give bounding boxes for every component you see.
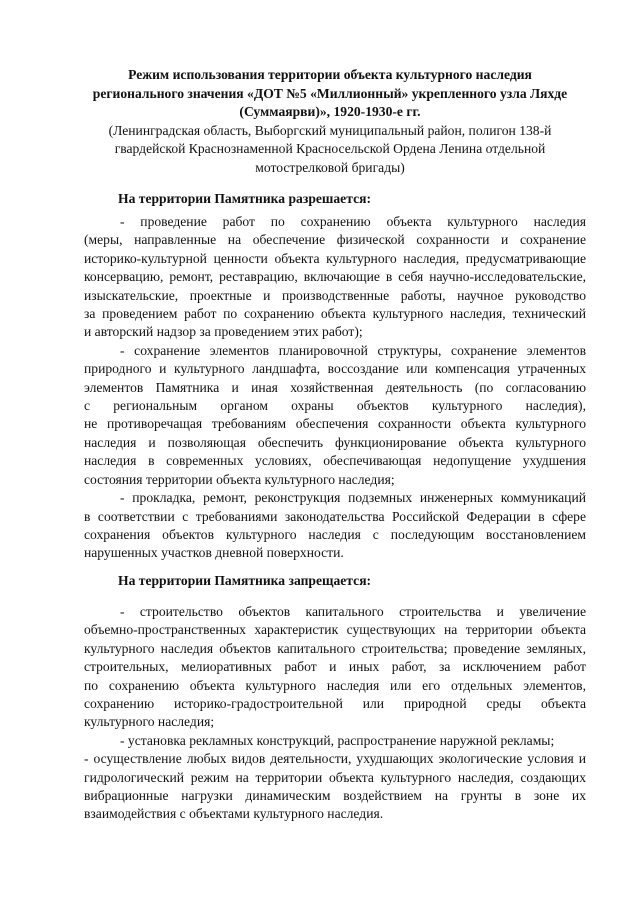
text-line: - осуществление любых видов деятельности, ухудшающих экологические условия и [84,751,586,767]
title-line: Режим использования территории объекта культурного наследия [128,67,532,82]
text-line: культурного наследия; [84,714,215,730]
text-line: и авторский надзор за проведением этих работ); [84,324,363,340]
text-line: строительных, мелиоративных работ и иных работ, за исключением работ [84,659,586,675]
text-line: состояния территории объекта культурного наследия; [84,471,395,487]
text-line: - проведение работ по сохранению объекта культурного наследия [120,214,586,229]
location-line: (Ленинградская область, Выборгский муниципальный район, полигон 138-й [108,122,552,138]
text-line: за проведением работ по сохранению объекта культурного наследия, технический [84,306,586,322]
text-line: - установка рекламных конструкций, распространение наружной рекламы; [120,732,555,748]
title-line: регионального значения «ДОТ №5 «Миллионный» укрепленного узла Ляхде [92,85,568,101]
text-line: не противоречащая требованиям обеспечения сохранности объекта культурного [84,416,586,432]
location-line: мотострелковой бригады) [255,159,405,175]
text-line: взаимодействия с объектами культурного наследия. [84,806,384,822]
location-line: гвардейской Краснознаменной Красносельской Ордена Ленина отдельной [114,141,546,156]
text-line: по сохранению объекта культурного наследия или его отдельных элементов, [84,677,586,693]
text-line: историко-культурной ценности объекта культурного наследия, предусматривающие [84,250,586,266]
text-line: элементов Памятника и иная хозяйственная деятельность (по согласованию [84,379,586,395]
text-line: вибрационные нагрузки динамическим воздействием на грунты в зоне их [84,788,586,804]
text-line: - прокладка, ремонт, реконструкция подземных инженерных коммуникаций [120,490,586,506]
forbidden-heading: На территории Памятника запрещается: [118,573,372,588]
title-line: (Суммаярви)», 1920-1930-е гг. [239,104,421,119]
text-line: природного и культурного ландшафта, воссоздание или компенсация утраченных [84,361,586,377]
text-line: наследия в современных условиях, обеспечивающая недопущение ухудшения [84,453,586,469]
text-line: (меры, направленные на обеспечение физической сохранности и сохранение [84,232,586,248]
text-line: гидрологический режим на территории объекта культурного наследия, создающих [84,769,586,785]
text-line: сохранения объектов культурного наследия с последующим восстановлением [84,526,586,542]
text-line: нарушенных участков дневной поверхности. [84,545,344,561]
forbidden-section [84,603,586,824]
text-line: с региональным органом охраны объектов культурного наследия), [84,398,586,414]
document-title [60,66,600,177]
allowed-section [84,213,586,563]
text-line: в соответствии с требованиями законодательства Российской Федерации в сфере [84,508,586,524]
text-line: - строительство объектов капитального строительства и увеличение [120,604,586,619]
text-line: изыскательские, проектные и производственные работы, научное руководство [84,287,586,303]
text-line: - сохранение элементов планировочной структуры, сохранение элементов [120,342,586,358]
text-line: культурного наследия объектов капитального строительства; проведение земляных, [84,640,586,656]
text-line: сохранению историко-градостроительной или природной среды объекта [84,696,586,712]
text-line: наследия и позволяющая обеспечить функционирование объекта культурного [84,434,586,450]
text-line: консервацию, ремонт, реставрацию, включающие в себя научно-исследовательские, [84,269,586,285]
text-line: объемно-пространственных характеристик существующих на территории объекта [84,622,586,638]
allowed-heading: На территории Памятника разрешается: [118,191,371,206]
